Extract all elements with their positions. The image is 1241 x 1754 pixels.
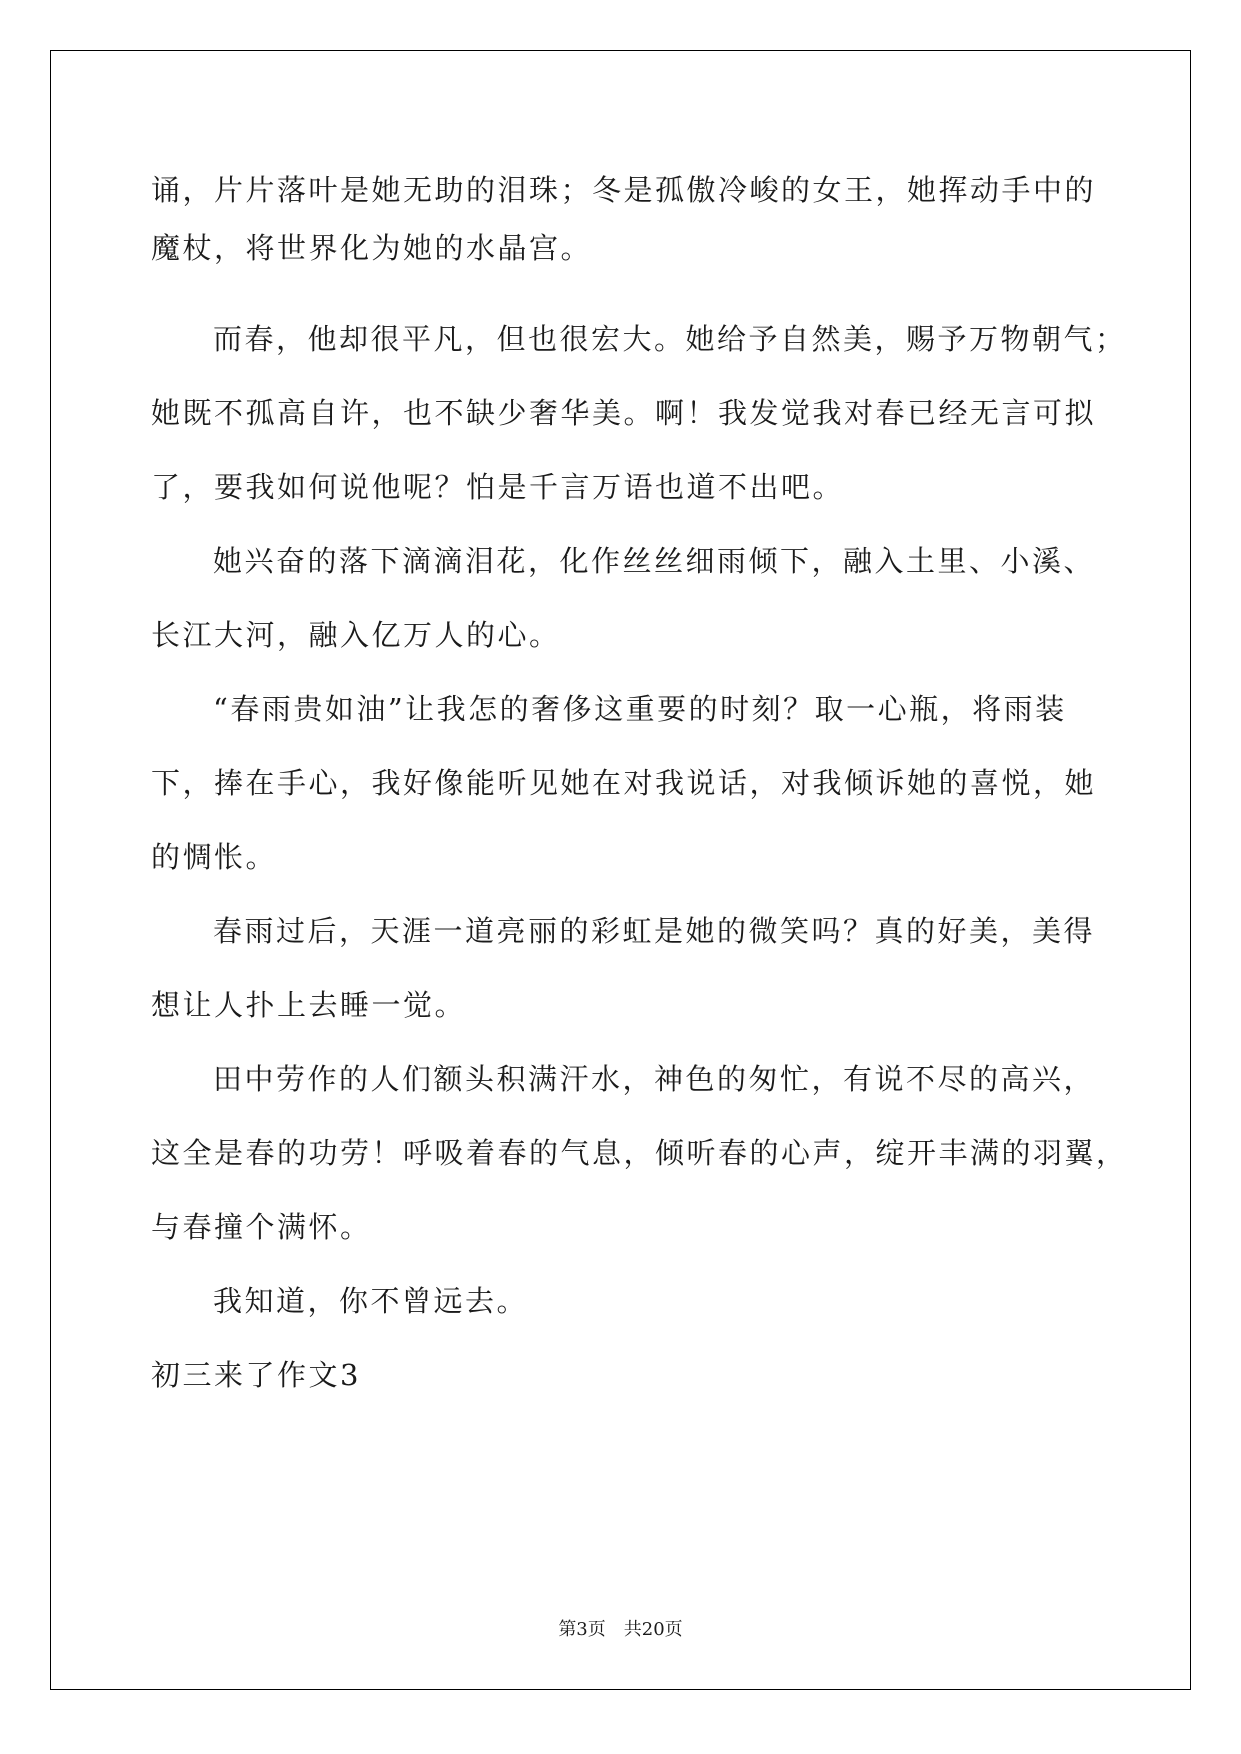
page-number: 第3页 xyxy=(558,1619,606,1640)
paragraph-start: 田中劳作的人们额头积满汗水，神色的匆忙，有说不尽的高兴， xyxy=(213,1062,1096,1096)
text-line: 长江大河，融入亿万人的心。 xyxy=(151,618,561,652)
section-heading: 初三来了作文3 xyxy=(151,1358,361,1392)
page-total: 共20页 xyxy=(623,1619,683,1640)
page-footer xyxy=(0,1615,1241,1641)
text-line: 这全是春的功劳！呼吸着春的气息，倾听春的心声，绽开丰满的羽翼， xyxy=(151,1136,1128,1170)
text-line: 与春撞个满怀。 xyxy=(151,1210,372,1244)
paragraph-start: “春雨贵如油”让我怎的奢侈这重要的时刻？取一心瓶，将雨装 xyxy=(213,692,1067,726)
paragraph-start: 而春，他却很平凡，但也很宏大。她给予自然美，赐予万物朝气； xyxy=(213,322,1127,356)
text-line: 她既不孤高自许，也不缺少奢华美。啊！我发觉我对春已经无言可拟 xyxy=(151,396,1097,430)
text-line: 下，捧在手心，我好像能听见她在对我说话，对我倾诉她的喜悦，她 xyxy=(151,766,1097,800)
paragraph-start: 我知道，你不曾远去。 xyxy=(213,1284,529,1318)
paragraph-start: 春雨过后，天涯一道亮丽的彩虹是她的微笑吗？真的好美，美得 xyxy=(213,914,1096,948)
text-line: 魔杖，将世界化为她的水晶宫。 xyxy=(151,231,593,265)
text-line: 了，要我如何说他呢？怕是千言万语也道不出吧。 xyxy=(151,470,845,504)
text-line: 想让人扑上去睡一觉。 xyxy=(151,988,467,1022)
text-line: 的惆怅。 xyxy=(151,840,278,874)
paragraph-start: 她兴奋的落下滴滴泪花，化作丝丝细雨倾下，融入土里、小溪、 xyxy=(213,544,1096,578)
text-line: 诵，片片落叶是她无助的泪珠；冬是孤傲冷峻的女王，她挥动手中的 xyxy=(151,173,1097,207)
